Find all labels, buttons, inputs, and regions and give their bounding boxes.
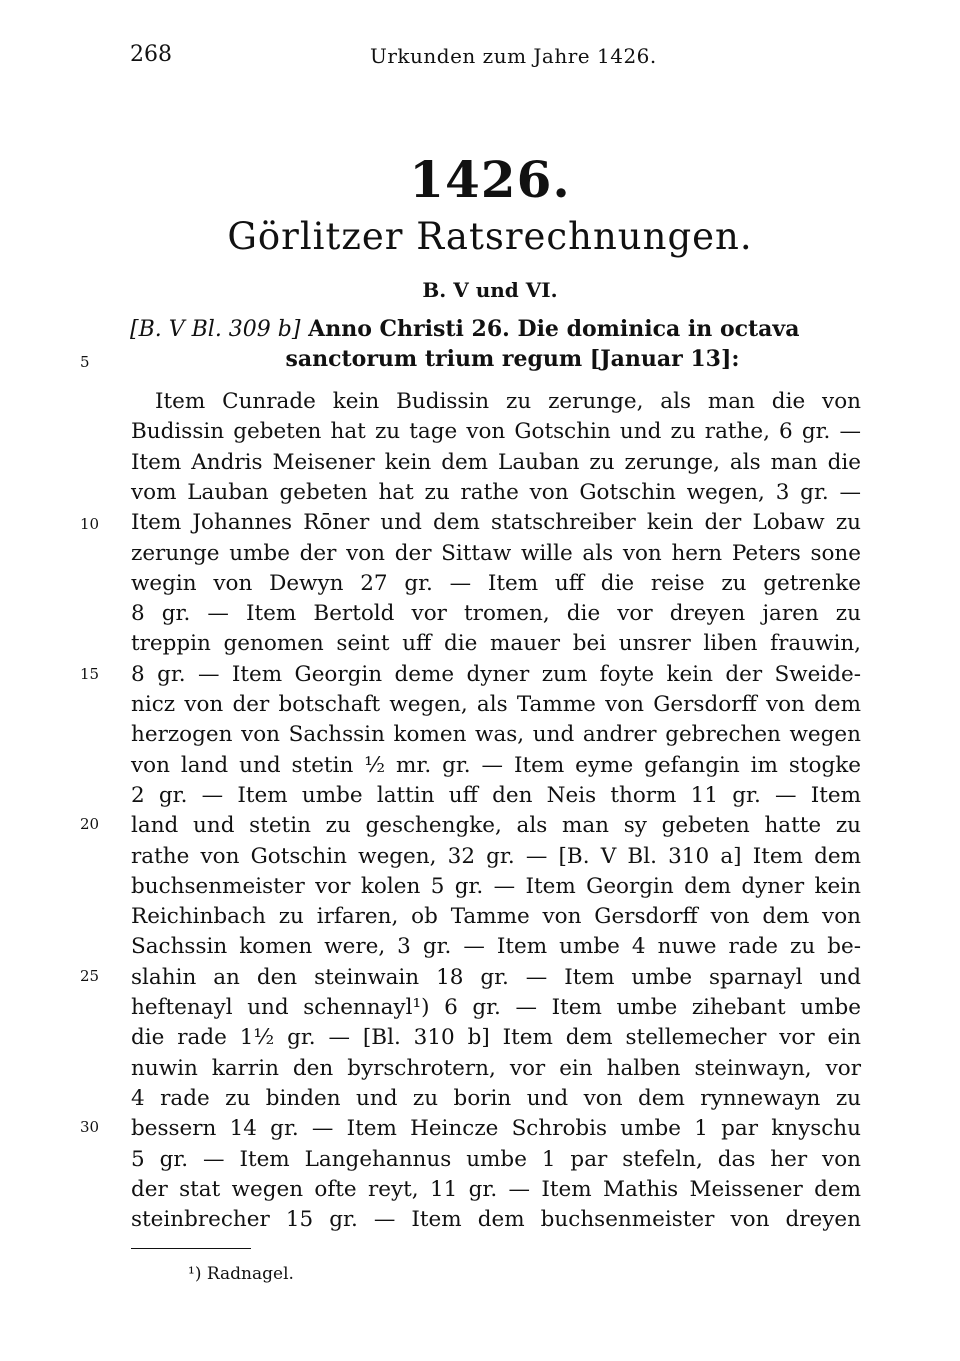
text-line: der stat wegen ofte reyt, 11 gr. — Item Mathis Meissener dem [131,1176,861,1202]
text-line: steinbrecher 15 gr. — Item dem buchsenmeister von dreyen [131,1207,861,1233]
text-line: Reichinbach zu irfaren, ob Tamme von Gersdorff von dem von [131,904,861,930]
line-number: 5 [80,353,90,371]
source-subheading: B. V und VI. [422,278,558,302]
text-line: Item Andris Meisener kein dem Lauban zu zerunge, als man die [131,449,861,475]
line-number: 25 [80,967,100,985]
text-line: 2 gr. — Item umbe lattin uff den Neis thorm 11 gr. — Item [131,782,861,808]
text-line: 5 gr. — Item Langehannus umbe 1 par stefeln, das her von [131,1146,861,1172]
running-title: Urkunden zum Jahre 1426. [370,44,657,68]
text-line: Item Johannes Rōner und dem statschreiber kein der Lobaw zu [131,510,861,536]
text-line: herzogen von Sachssin komen was, und andrer gebrechen wegen [131,722,861,748]
footnote-rule [131,1248,251,1249]
text-line: land und stetin zu geschengke, als man sy gebeten hatte zu [131,813,861,839]
text-line: Sachssin komen were, 3 gr. — Item umbe 4 nuwe rade zu be- [131,934,861,960]
entry-ref: [B. V Bl. 309 b] [130,317,301,342]
text-line: 4 rade zu binden und zu borin und von dem rynnewayn zu [131,1085,861,1111]
text-line: 8 gr. — Item Georgin deme dyner zum foyte kein der Sweide- [131,661,861,687]
text-line: buchsenmeister vor kolen 5 gr. — Item Georgin dem dyner kein [131,873,861,899]
text-line: Budissin gebeten hat zu tage von Gotschin und zu rathe, 6 gr. — [131,419,861,445]
document-title: Görlitzer Ratsrechnungen. [227,215,753,258]
line-number: 20 [80,815,100,833]
footnote: ¹) Radnagel. [188,1264,294,1284]
text-line: heftenayl und schennayl¹) 6 gr. — Item umbe zihebant umbe [131,995,861,1020]
text-line: vom Lauban gebeten hat zu rathe von Gotschin wegen, 3 gr. — [131,479,861,505]
text-line: slahin an den steinwain 18 gr. — Item umbe sparnayl und [131,964,861,990]
text-line: nuwin karrin den byrschrotern, vor ein halben steinwayn, vor [131,1055,861,1081]
text-line: die rade 1½ gr. — [Bl. 310 b] Item dem stellemecher vor ein [131,1025,861,1051]
entry-date-line-2: sanctorum trium regum [Januar 13]: [285,346,740,372]
entry-heading [130,316,865,342]
text-line: 8 gr. — Item Bertold vor tromen, die vor dreyen jaren zu [131,601,861,627]
text-line: zerunge umbe der von der Sittaw wille als von hern Peters sone [131,540,861,566]
line-number: 30 [80,1118,100,1136]
text-line: wegin von Dewyn 27 gr. — Item uff die reise zu getrenke [131,570,861,596]
text-line: Item Cunrade kein Budissin zu zerunge, als man die von [155,389,861,414]
year-heading: 1426. [409,150,571,209]
line-number: 10 [80,515,100,533]
text-line: nicz von der botschaft wegen, als Tamme von Gersdorff von dem [131,692,861,717]
page-number: 268 [130,42,172,67]
text-line: bessern 14 gr. — Item Heincze Schrobis umbe 1 par knyschu [131,1116,861,1142]
text-line: rathe von Gotschin wegen, 32 gr. — [B. V Bl. 310 a] Item dem [131,843,861,869]
text-line: treppin genomen seint uff die mauer bei unsrer liben frauwin, [131,631,861,657]
running-head [0,42,960,72]
text-line: von land und stetin ½ mr. gr. — Item eyme gefangin im stogke [131,752,861,778]
entry-date-line-1: Anno Christi 26. Die dominica in octava [308,316,800,342]
line-number: 15 [80,665,100,683]
